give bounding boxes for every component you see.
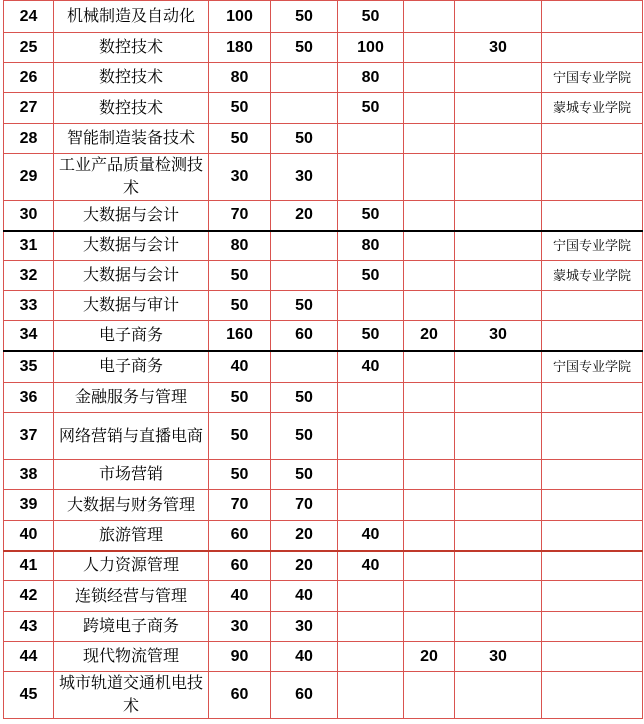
plan-col3-cell: 50 [338,321,404,351]
plan-col2-cell: 50 [271,124,338,154]
plan-total-cell: 80 [209,63,271,93]
major-name-cell: 现代物流管理 [54,642,209,672]
plan-col2-cell: 70 [271,490,338,521]
plan-col4-cell [404,521,455,551]
row-number-cell: 39 [4,490,54,521]
plan-total-cell: 50 [209,291,271,321]
table-row [4,291,643,321]
major-name-cell: 工业产品质量检测技术 [54,154,209,201]
plan-col5-cell: 30 [455,642,542,672]
row-number-cell: 25 [4,33,54,63]
table-row [4,672,643,719]
plan-col2-cell: 20 [271,551,338,581]
plan-total-cell: 50 [209,124,271,154]
plan-col5-cell [455,672,542,719]
major-name-cell: 电子商务 [54,321,209,351]
campus-note-cell [542,672,643,719]
plan-total-cell: 50 [209,93,271,124]
row-number-cell: 41 [4,551,54,581]
plan-col4-cell [404,1,455,33]
campus-note-cell [542,321,643,351]
table-row [4,63,643,93]
plan-col4-cell [404,612,455,642]
plan-col2-cell [271,351,338,383]
row-number-cell: 31 [4,231,54,261]
plan-total-cell: 50 [209,261,271,291]
row-number-cell: 33 [4,291,54,321]
plan-col5-cell [455,261,542,291]
plan-col3-cell: 80 [338,63,404,93]
row-number-cell: 37 [4,413,54,460]
plan-total-cell: 30 [209,612,271,642]
plan-col3-cell [338,124,404,154]
plan-col2-cell [271,261,338,291]
major-name-cell: 网络营销与直播电商 [54,413,209,460]
plan-total-cell: 30 [209,154,271,201]
plan-col3-cell [338,383,404,413]
campus-note-cell: 蒙城专业学院 [542,261,643,291]
table-row [4,201,643,231]
plan-col2-cell: 50 [271,413,338,460]
plan-col3-cell: 40 [338,351,404,383]
plan-col2-cell: 30 [271,154,338,201]
enrollment-plan-table [3,0,643,719]
major-name-cell: 大数据与审计 [54,291,209,321]
table-row [4,581,643,612]
major-name-cell: 大数据与会计 [54,231,209,261]
campus-note-cell: 宁国专业学院 [542,231,643,261]
plan-col2-cell [271,231,338,261]
plan-col5-cell [455,612,542,642]
campus-note-cell [542,383,643,413]
plan-col4-cell [404,291,455,321]
plan-total-cell: 70 [209,490,271,521]
campus-note-cell [542,413,643,460]
plan-col5-cell [455,581,542,612]
plan-col2-cell: 30 [271,612,338,642]
plan-col4-cell [404,551,455,581]
major-name-cell: 机械制造及自动化 [54,1,209,33]
table-body [4,1,643,719]
plan-col4-cell [404,93,455,124]
plan-col4-cell [404,383,455,413]
major-name-cell: 市场营销 [54,460,209,490]
table-row [4,413,643,460]
row-number-cell: 35 [4,351,54,383]
row-number-cell: 44 [4,642,54,672]
plan-col2-cell: 50 [271,383,338,413]
plan-col4-cell [404,351,455,383]
plan-col3-cell: 40 [338,521,404,551]
table-row [4,460,643,490]
campus-note-cell: 蒙城专业学院 [542,93,643,124]
plan-total-cell: 70 [209,201,271,231]
major-name-cell: 数控技术 [54,33,209,63]
row-number-cell: 26 [4,63,54,93]
plan-col3-cell [338,672,404,719]
plan-col5-cell [455,383,542,413]
plan-col4-cell [404,124,455,154]
row-number-cell: 27 [4,93,54,124]
campus-note-cell [542,33,643,63]
table-row [4,351,643,383]
table-row [4,642,643,672]
row-number-cell: 29 [4,154,54,201]
plan-col4-cell [404,581,455,612]
major-name-cell: 电子商务 [54,351,209,383]
major-name-cell: 金融服务与管理 [54,383,209,413]
table-row [4,154,643,201]
plan-col5-cell [455,1,542,33]
plan-col5-cell [455,551,542,581]
row-number-cell: 28 [4,124,54,154]
campus-note-cell: 宁国专业学院 [542,63,643,93]
plan-col3-cell [338,642,404,672]
plan-col4-cell [404,33,455,63]
major-name-cell: 大数据与会计 [54,261,209,291]
plan-col2-cell: 50 [271,1,338,33]
plan-col3-cell [338,154,404,201]
plan-col5-cell [455,93,542,124]
table-row [4,1,643,33]
plan-col5-cell [455,154,542,201]
campus-note-cell [542,154,643,201]
plan-col3-cell [338,490,404,521]
table-row [4,551,643,581]
campus-note-cell [542,201,643,231]
major-name-cell: 大数据与财务管理 [54,490,209,521]
campus-note-cell [542,490,643,521]
campus-note-cell [542,124,643,154]
plan-total-cell: 50 [209,460,271,490]
plan-col3-cell: 100 [338,33,404,63]
plan-col2-cell: 50 [271,33,338,63]
row-number-cell: 38 [4,460,54,490]
major-name-cell: 人力资源管理 [54,551,209,581]
plan-col5-cell [455,413,542,460]
campus-note-cell [542,612,643,642]
plan-col2-cell: 60 [271,321,338,351]
row-number-cell: 40 [4,521,54,551]
plan-col3-cell: 50 [338,201,404,231]
table-row [4,33,643,63]
row-number-cell: 45 [4,672,54,719]
plan-col4-cell [404,490,455,521]
plan-col4-cell [404,63,455,93]
table-row [4,383,643,413]
row-number-cell: 24 [4,1,54,33]
campus-note-cell [542,642,643,672]
major-name-cell: 大数据与会计 [54,201,209,231]
major-name-cell: 数控技术 [54,63,209,93]
table-row [4,321,643,351]
table-row [4,261,643,291]
major-name-cell: 智能制造装备技术 [54,124,209,154]
plan-col3-cell [338,460,404,490]
major-name-cell: 旅游管理 [54,521,209,551]
plan-total-cell: 50 [209,413,271,460]
plan-col4-cell [404,154,455,201]
plan-col2-cell: 50 [271,460,338,490]
plan-col5-cell [455,201,542,231]
table-row [4,124,643,154]
row-number-cell: 32 [4,261,54,291]
plan-col4-cell: 20 [404,321,455,351]
major-name-cell: 数控技术 [54,93,209,124]
plan-total-cell: 80 [209,231,271,261]
campus-note-cell [542,291,643,321]
row-number-cell: 42 [4,581,54,612]
plan-total-cell: 60 [209,521,271,551]
plan-col5-cell [455,460,542,490]
campus-note-cell [542,1,643,33]
plan-col2-cell: 50 [271,291,338,321]
campus-note-cell [542,581,643,612]
plan-col5-cell: 30 [455,321,542,351]
plan-col2-cell: 40 [271,642,338,672]
table-row [4,231,643,261]
major-name-cell: 城市轨道交通机电技术 [54,672,209,719]
plan-col4-cell: 20 [404,642,455,672]
plan-col4-cell [404,261,455,291]
plan-col3-cell [338,612,404,642]
plan-col5-cell [455,351,542,383]
plan-col3-cell: 50 [338,1,404,33]
plan-col5-cell [455,521,542,551]
plan-col4-cell [404,231,455,261]
major-name-cell: 跨境电子商务 [54,612,209,642]
plan-total-cell: 40 [209,351,271,383]
plan-col5-cell [455,291,542,321]
plan-col2-cell [271,63,338,93]
plan-col3-cell [338,291,404,321]
campus-note-cell [542,551,643,581]
plan-col2-cell: 40 [271,581,338,612]
row-number-cell: 36 [4,383,54,413]
row-number-cell: 34 [4,321,54,351]
plan-total-cell: 40 [209,581,271,612]
plan-total-cell: 180 [209,33,271,63]
plan-col2-cell: 20 [271,521,338,551]
plan-col2-cell: 60 [271,672,338,719]
row-number-cell: 30 [4,201,54,231]
plan-col5-cell [455,490,542,521]
table-row [4,612,643,642]
campus-note-cell: 宁国专业学院 [542,351,643,383]
plan-col5-cell [455,63,542,93]
table-row [4,490,643,521]
plan-total-cell: 60 [209,672,271,719]
plan-col3-cell [338,413,404,460]
plan-col4-cell [404,460,455,490]
plan-col5-cell: 30 [455,33,542,63]
plan-col4-cell [404,413,455,460]
plan-col4-cell [404,201,455,231]
major-name-cell: 连锁经营与管理 [54,581,209,612]
plan-col5-cell [455,124,542,154]
table-row [4,521,643,551]
campus-note-cell [542,521,643,551]
plan-col3-cell: 80 [338,231,404,261]
plan-col3-cell: 40 [338,551,404,581]
plan-col3-cell: 50 [338,261,404,291]
plan-col4-cell [404,672,455,719]
row-number-cell: 43 [4,612,54,642]
plan-col2-cell [271,93,338,124]
plan-total-cell: 60 [209,551,271,581]
table-row [4,93,643,124]
plan-total-cell: 90 [209,642,271,672]
plan-col2-cell: 20 [271,201,338,231]
campus-note-cell [542,460,643,490]
plan-col5-cell [455,231,542,261]
plan-total-cell: 100 [209,1,271,33]
plan-col3-cell [338,581,404,612]
plan-total-cell: 50 [209,383,271,413]
plan-total-cell: 160 [209,321,271,351]
plan-col3-cell: 50 [338,93,404,124]
